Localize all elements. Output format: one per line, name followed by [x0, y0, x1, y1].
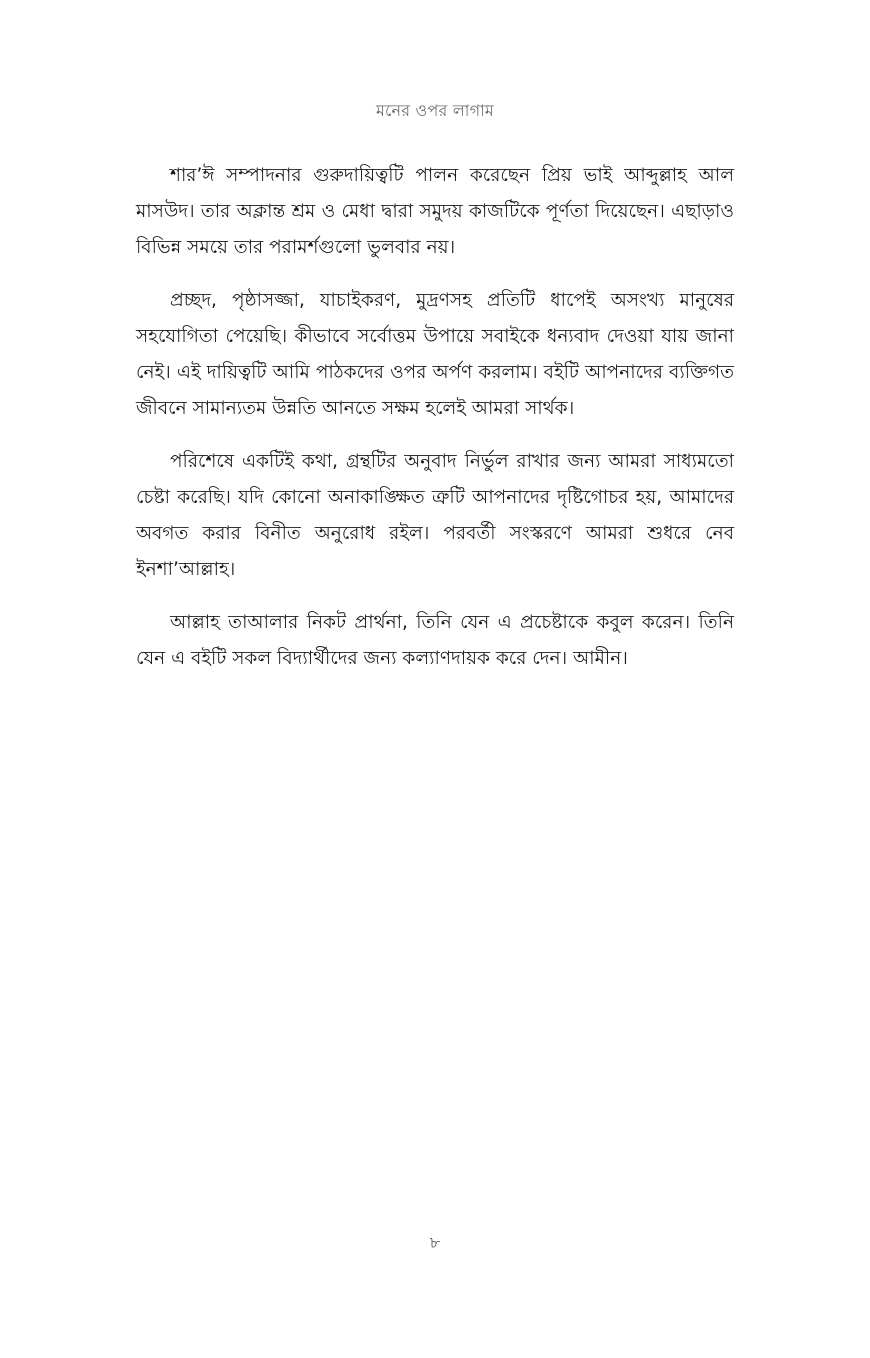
paragraph-3: পরিশেষে একটিই কথা, গ্রন্থটির অনুবাদ নির্ভুল রাখার জন্য আমরা সাধ্যমতো চেষ্টা করেছি। যদি কোনো অনাকাঙ্ক্ষিত ত্রুটি আপনাদের দৃষ্টিগোচর হয়, আমাদের অবগত করার বিনীত অনুরোধ রইল। পরবর্তী সংস্করণে আমরা শুধরে নেব ইনশা’আল্লাহ। — [136, 451, 734, 580]
body-text — [136, 158, 734, 694]
paragraph-2: প্রচ্ছদ, পৃষ্ঠাসজ্জা, যাচাইকরণ, মুদ্রণসহ প্রতিটি ধাপেই অসংখ্য মানুষের সহযোগিতা পেয়েছি। কীভাবে সর্বোত্তম উপায়ে সবাইকে ধন্যবাদ দেওয়া যায় জানা নেই। এই দায়িত্বটি আমি পাঠকদের ওপর অর্পণ করলাম। বইটি আপনাদের ব্যক্তিগত জীবনে সামান্যতম উন্নতি আনতে সক্ষম হলেই আমরা সার্থক। — [136, 290, 734, 419]
paragraph-1: শার’ঈ সম্পাদনার গুরুদায়িত্বটি পালন করেছেন প্রিয় ভাই আব্দুল্লাহ আল মাসউদ। তার অক্লান্ত শ্রম ও মেধা দ্বারা সমুদয় কাজটিকে পূর্ণতা দিয়েছেন। এছাড়াও বিভিন্ন সময়ে তার পরামর্শগুলো ভুলবার নয়। — [136, 165, 734, 258]
paragraph-4: আল্লাহ তাআলার নিকট প্রার্থনা, তিনি যেন এ প্রচেষ্টাকে কবুল করেন। তিনি যেন এ বইটি সকল বিদ্যার্থীদের জন্য কল্যাণদায়ক করে দেন। আমীন। — [136, 612, 734, 669]
page-number: ৮ — [429, 1233, 441, 1252]
running-header-title: মনের ওপর লাগাম — [375, 101, 495, 120]
